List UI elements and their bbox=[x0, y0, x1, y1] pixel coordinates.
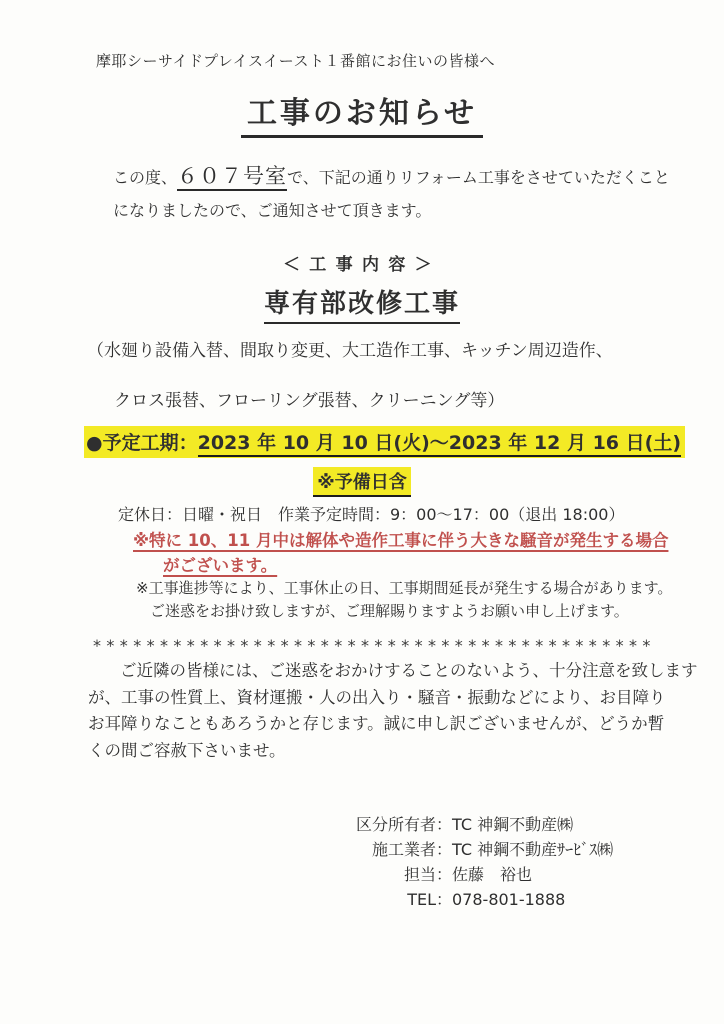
contact-block bbox=[340, 812, 613, 912]
apology-paragraph bbox=[88, 657, 698, 763]
owner-row bbox=[340, 812, 613, 837]
phone-number: 078-801-1888 bbox=[452, 890, 566, 909]
page-title bbox=[0, 88, 724, 138]
page-title-text: 工事のお知らせ bbox=[241, 88, 483, 138]
asterisk-divider: ****************************************** bbox=[93, 636, 656, 655]
contractor-label: 施工業者： bbox=[371, 840, 452, 859]
person-in-charge-row bbox=[340, 862, 613, 887]
owner-label: 区分所有者： bbox=[355, 815, 452, 834]
work-type-text: 専有部改修工事 bbox=[264, 283, 460, 324]
room-number: ６０７号室 bbox=[177, 164, 287, 191]
phone-label: TEL： bbox=[407, 890, 452, 909]
intro-paragraph-line1 bbox=[113, 160, 670, 190]
work-content-heading: ＜工事内容＞ bbox=[282, 255, 442, 275]
apology-line4: くの間ご容赦下さいませ。 bbox=[88, 740, 286, 760]
intro-prefix: この度、 bbox=[113, 168, 178, 187]
working-hours-line: 定休日：日曜・祝日 作業予定時間：9：00～17：00（退出 18:00） bbox=[118, 505, 625, 524]
owner-value: TC 神鋼不動産㈱ bbox=[452, 815, 574, 834]
contractor-row bbox=[340, 837, 613, 862]
apology-line2: が、工事の性質上、資材運搬・人の出入り・騒音・振動などにより、お目障り bbox=[88, 687, 666, 707]
person-in-charge-label: 担当： bbox=[403, 865, 452, 884]
reserve-day-note bbox=[0, 467, 724, 497]
apology-line1: ご近隣の皆様には、ご迷惑をおかけすることのないよう、十分注意を致します bbox=[120, 661, 698, 680]
phone-row bbox=[340, 887, 613, 912]
reserve-day-text: ※予備日含 bbox=[313, 467, 411, 497]
schedule-period-line bbox=[84, 426, 685, 458]
work-items-line1: （水廻り設備入替、間取り変更、大工造作工事、キッチン周辺造作、 bbox=[87, 341, 613, 361]
recipient-line: 摩耶シーサイドプレイスイースト１番館にお住いの皆様へ bbox=[96, 52, 495, 70]
progress-note-line1: ※工事進捗等により、工事休止の日、工事期間延長が発生する場合があります。 bbox=[136, 579, 673, 597]
progress-note-line2: ご迷惑をお掛け致しますが、ご理解賜りますようお願い申し上げます。 bbox=[150, 602, 629, 620]
apology-line3: お耳障りなこともあろうかと存じます。誠に申し訳ございませんが、どうか暫 bbox=[88, 714, 665, 733]
work-items-line2: クロス張替、フローリング張替、クリーニング等） bbox=[114, 391, 505, 411]
intro-after-room: で、下記の通りリフォーム工事をさせていただくこと bbox=[287, 168, 670, 187]
schedule-dates: 2023 年 10 月 10 日(火)～2023 年 12 月 16 日(土) bbox=[198, 432, 681, 457]
noise-warning-line2: がございます。 bbox=[163, 556, 278, 575]
intro-paragraph-line2: になりましたので、ご通知させて頂きます。 bbox=[113, 201, 432, 220]
schedule-label: ●予定工期： bbox=[86, 432, 198, 454]
noise-warning-line1: ※特に 10、11 月中は解体や造作工事に伴う大きな騒音が発生する場合 bbox=[133, 531, 669, 550]
person-in-charge-value: 佐藤 裕也 bbox=[452, 865, 533, 884]
contractor-value: TC 神鋼不動産ｻｰﾋﾞｽ㈱ bbox=[452, 840, 614, 859]
work-type-heading bbox=[0, 283, 724, 324]
